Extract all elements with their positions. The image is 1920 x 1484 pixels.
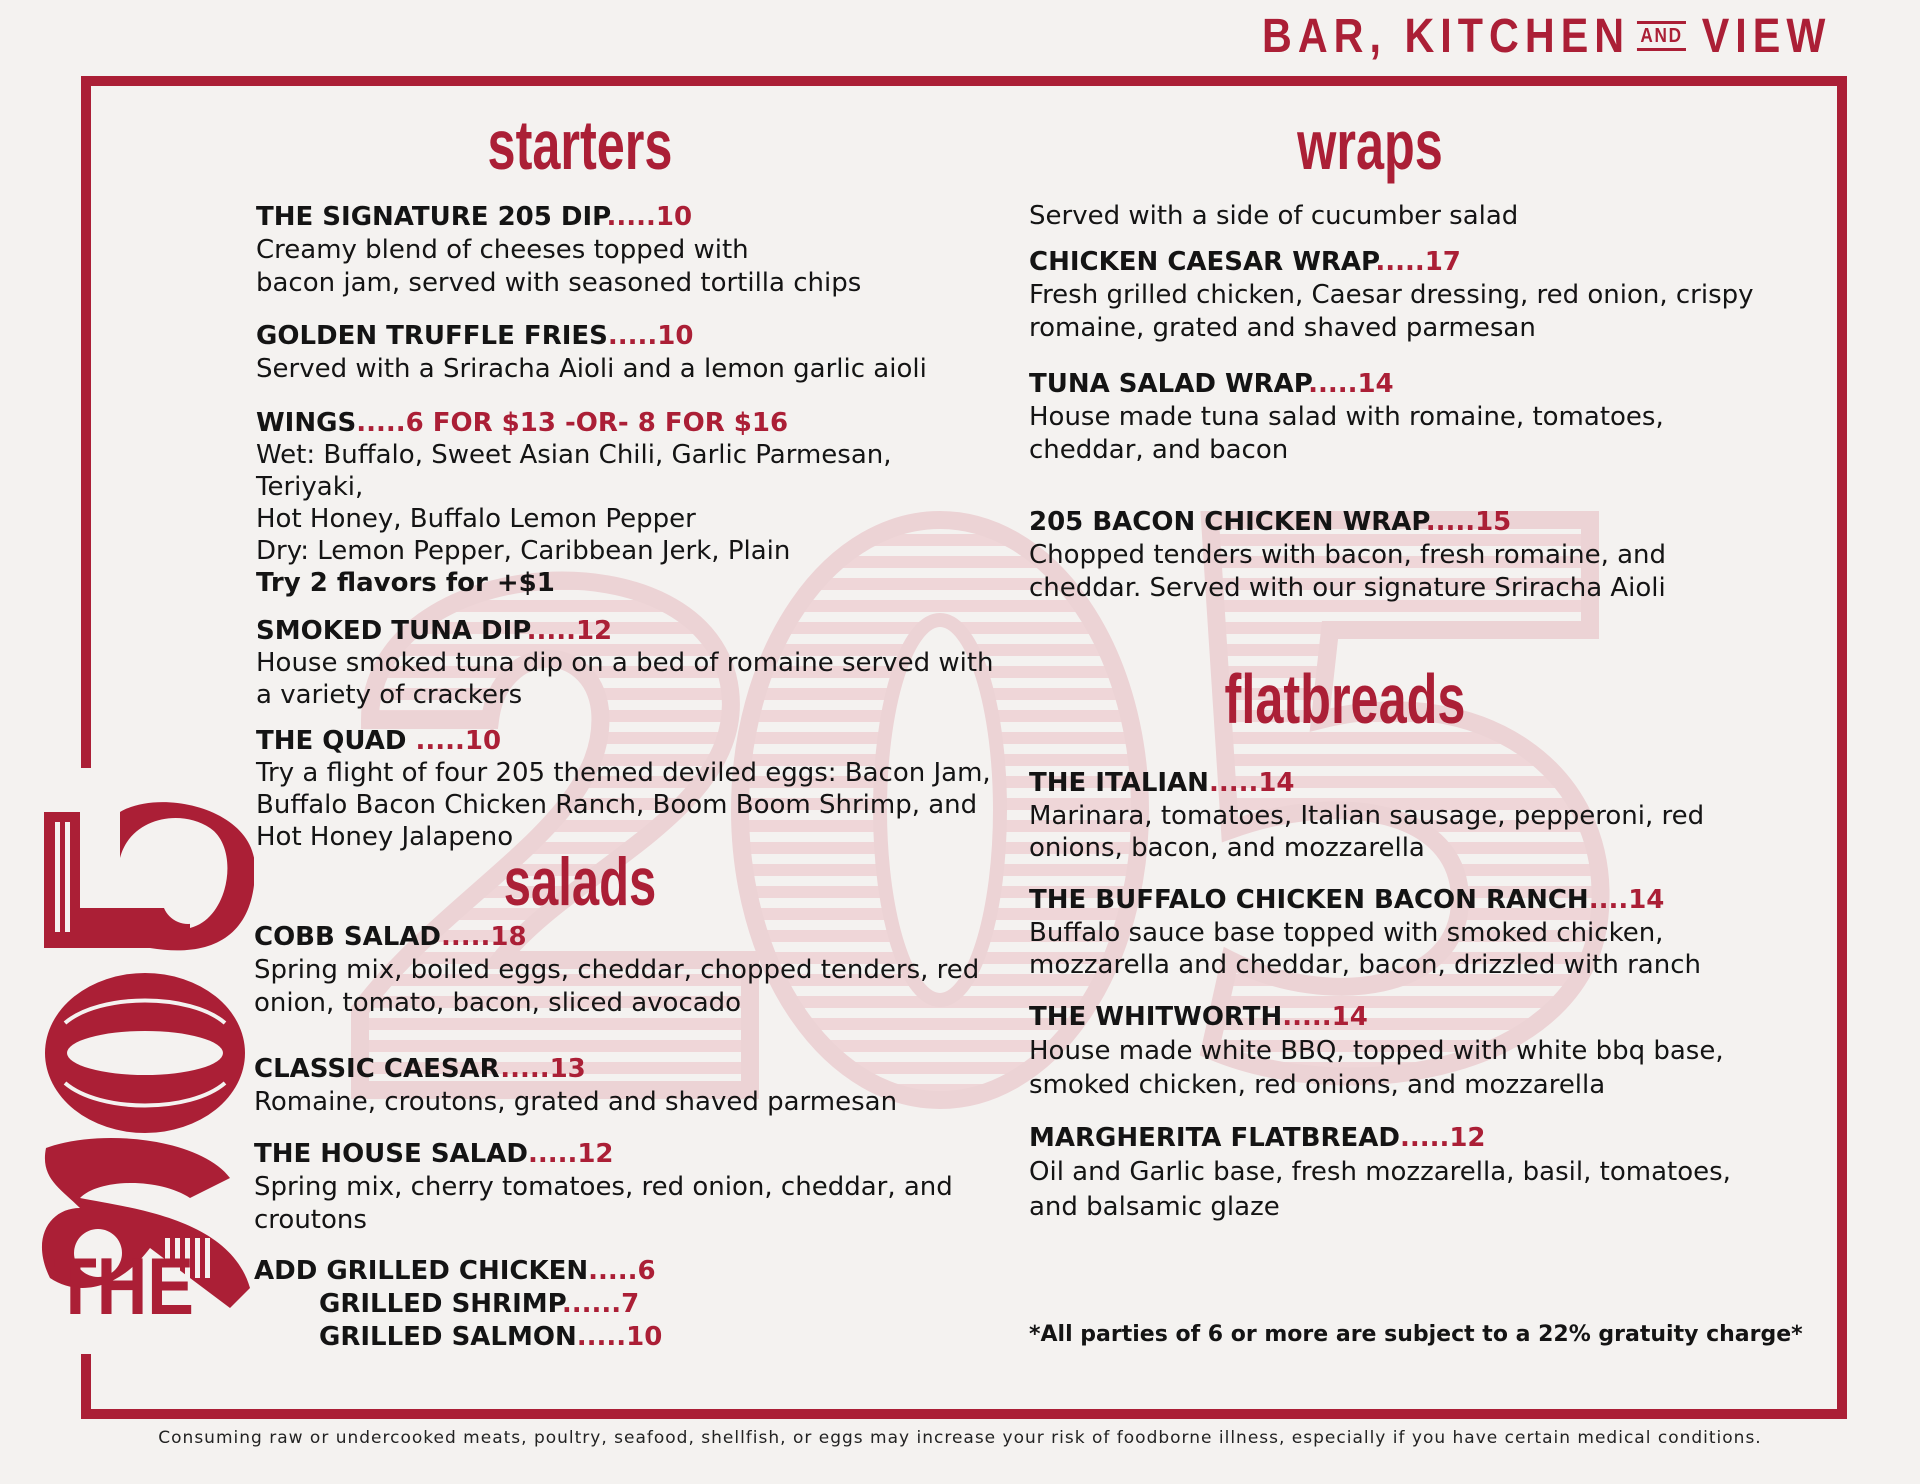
wraps-list (1029, 200, 1799, 605)
addon-price: .....6 (588, 1256, 656, 1286)
item-name: TUNA SALAD WRAP (1029, 369, 1309, 399)
item-price: .....14 (1208, 768, 1295, 798)
item-description: Romaine, croutons, grated and shaved parmesan (254, 1087, 898, 1117)
item-description: Chopped tenders with bacon, fresh romaine, and cheddar. Served with our signature Sriracha Aioli (1029, 540, 1667, 603)
item-price: .....17 (1375, 247, 1461, 277)
logo-the-text: THE (54, 1241, 194, 1332)
item-name: CHICKEN CAESAR WRAP (1029, 247, 1376, 277)
menu-item (254, 1137, 994, 1237)
item-name: THE QUAD (256, 726, 416, 756)
item-description: Spring mix, cherry tomatoes, red onion, cheddar, and croutons (254, 1172, 953, 1235)
item-name: WINGS (256, 408, 357, 438)
item-price: ....14 (1588, 885, 1665, 915)
salad-addons (254, 1255, 994, 1354)
menu-item (256, 200, 996, 300)
item-name: THE BUFFALO CHICKEN BACON RANCH (1029, 885, 1589, 915)
item-description: Try a flight of four 205 themed deviled eggs: Bacon Jam, Buffalo Bacon Chicken Ranch, Boom Boom Shrimp, and Hot Honey Jalapeno (256, 758, 991, 852)
item-description: Creamy blend of cheeses topped with bacon jam, served with seasoned tortilla chips (256, 235, 862, 298)
item-name: MARGHERITA FLATBREAD (1029, 1123, 1400, 1153)
logo-panel (36, 768, 254, 1354)
menu-item (1029, 505, 1799, 605)
logo-205-vertical-icon (36, 768, 254, 1354)
menu-item (1029, 1001, 1799, 1102)
menu-item (1029, 245, 1799, 345)
item-note: Try 2 flavors for +$1 (256, 568, 555, 598)
item-description: Fresh grilled chicken, Caesar dressing, red onion, crispy romaine, grated and shaved parmesan (1029, 280, 1754, 343)
item-price: .....10 (415, 726, 502, 756)
salads-title: salads (503, 844, 657, 920)
menu-item (254, 920, 994, 1020)
flatbreads-title: flatbreads (1224, 660, 1466, 738)
item-price: .....10 (606, 202, 693, 232)
item-name: SMOKED TUNA DIP (256, 616, 527, 646)
item-name: THE HOUSE SALAD (254, 1139, 528, 1169)
item-name: 205 BACON CHICKEN WRAP (1029, 507, 1426, 537)
tagline-part1: BAR, KITCHEN (1262, 9, 1631, 63)
addon-name: ADD GRILLED CHICKEN (254, 1256, 589, 1286)
item-description: House made white BBQ, topped with white bbq base, smoked chicken, red onions, and mozzarella (1029, 1036, 1724, 1100)
tagline-part2: VIEW (1701, 9, 1832, 63)
item-description: Spring mix, boiled eggs, cheddar, chopped tenders, red onion, tomato, bacon, sliced avocado (254, 955, 980, 1018)
menu-item (256, 319, 996, 386)
menu-item (256, 407, 996, 599)
item-name: THE WHITWORTH (1029, 1002, 1283, 1032)
salads-list (254, 920, 994, 1354)
menu-item (256, 725, 996, 853)
health-disclaimer: Consuming raw or undercooked meats, poultry, seafood, shellfish, or eggs may increase your risk of foodborne illness, especially if you have certain medical conditions. (158, 1428, 1762, 1448)
menu-item (1029, 884, 1799, 981)
item-name: THE ITALIAN (1029, 768, 1209, 798)
item-description: House smoked tuna dip on a bed of romaine served with a variety of crackers (256, 648, 994, 710)
item-price: .....14 (1308, 369, 1394, 399)
item-price: .....12 (527, 1139, 614, 1169)
item-description: Buffalo sauce base topped with smoked chicken, mozzarella and cheddar, bacon, drizzled with ranch (1029, 918, 1701, 980)
tagline-and: AND (1637, 21, 1686, 51)
wraps-subtitle: Served with a side of cucumber salad (1029, 201, 1519, 231)
item-price: .....15 (1425, 507, 1512, 537)
menu-item (1029, 367, 1799, 467)
item-description: Wet: Buffalo, Sweet Asian Chili, Garlic Parmesan, Teriyaki, Hot Honey, Buffalo Lemon Pepper Dry: Lemon Pepper, Caribbean Jerk, Plain (256, 440, 892, 566)
starters-title: starters (487, 106, 673, 184)
menu-item (254, 1052, 994, 1119)
item-name: GOLDEN TRUFFLE FRIES (256, 321, 608, 351)
item-description: Marinara, tomatoes, Italian sausage, pepperoni, red onions, bacon, and mozzarella (1029, 801, 1705, 863)
item-price: .....10 (607, 321, 694, 351)
menu-item (256, 615, 996, 711)
menu-item (1029, 1122, 1799, 1225)
item-price: .....12 (1399, 1123, 1486, 1153)
header-tagline (1262, 4, 1832, 68)
item-name: COBB SALAD (254, 922, 441, 952)
wraps-title: wraps (1297, 106, 1443, 184)
addon-price: .....10 (576, 1322, 663, 1352)
item-description: Oil and Garlic base, fresh mozzarella, basil, tomatoes, and balsamic glaze (1029, 1157, 1731, 1222)
item-name: THE SIGNATURE 205 DIP (256, 202, 607, 232)
addon-price: ......7 (561, 1289, 640, 1319)
item-price: .....12 (526, 616, 613, 646)
menu-item (1029, 767, 1799, 864)
item-price: .....6 FOR $13 -OR- 8 FOR $16 (356, 408, 789, 438)
item-name: CLASSIC CAESAR (254, 1054, 501, 1084)
item-description: Served with a Sriracha Aioli and a lemon garlic aioli (256, 354, 927, 384)
starters-list (256, 200, 996, 853)
item-description: House made tuna salad with romaine, tomatoes, cheddar, and bacon (1029, 402, 1664, 465)
item-price: .....13 (500, 1054, 586, 1084)
flatbreads-list (1029, 767, 1799, 1225)
addon-name: GRILLED SALMON (319, 1322, 577, 1352)
item-price: .....14 (1282, 1002, 1368, 1032)
item-price: .....18 (441, 922, 527, 952)
gratuity-note: *All parties of 6 or more are subject to a 22% gratuity charge* (1029, 1322, 1803, 1347)
addon-name: GRILLED SHRIMP (319, 1289, 562, 1319)
